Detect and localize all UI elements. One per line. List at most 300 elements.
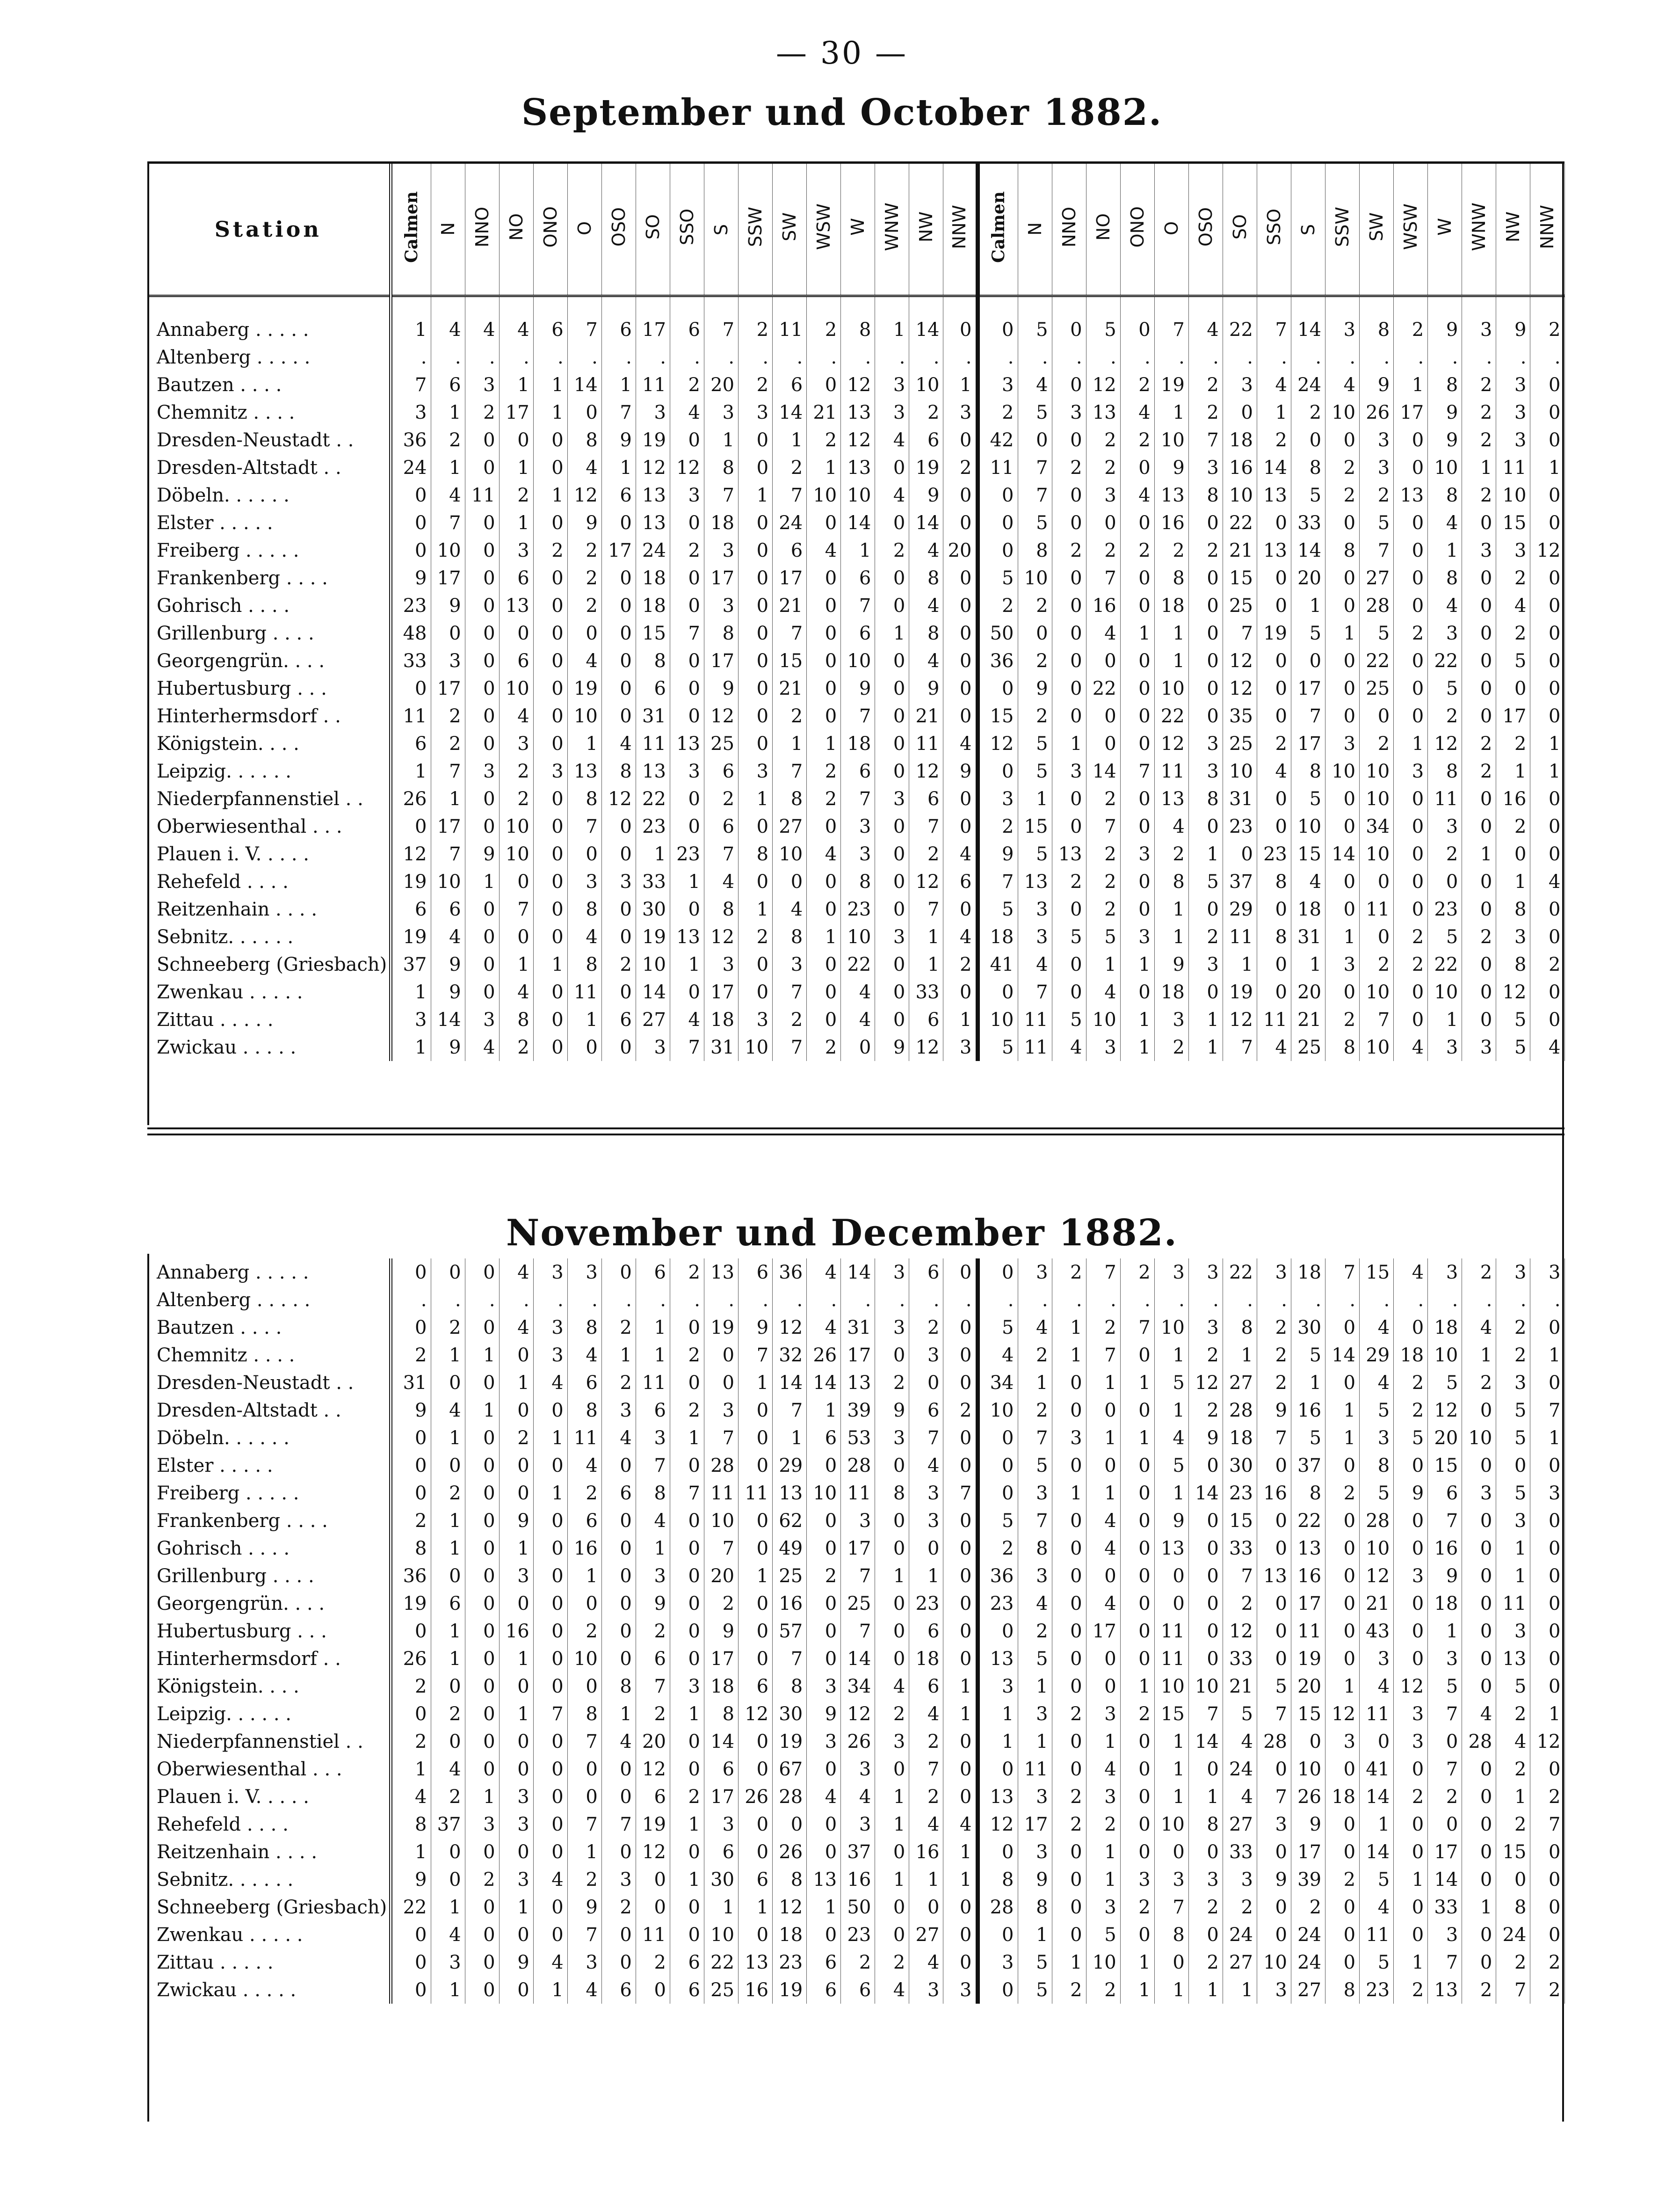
value-cell: 0 — [739, 702, 773, 730]
value-cell: 0 — [1257, 1645, 1291, 1672]
value-cell: 26 — [391, 1645, 431, 1672]
value-cell: 0 — [1052, 1562, 1086, 1590]
value-cell: 2 — [704, 785, 739, 813]
value-cell: 0 — [1052, 371, 1086, 399]
value-cell: 4 — [1018, 371, 1052, 399]
value-cell: 8 — [1223, 1314, 1257, 1341]
value-cell: 8 — [1428, 564, 1462, 592]
value-cell: 1 — [1086, 951, 1120, 978]
value-cell: 19 — [1154, 371, 1188, 399]
value-cell: 0 — [1462, 1590, 1496, 1617]
value-cell: 12 — [636, 1755, 670, 1783]
value-cell: 0 — [431, 1369, 465, 1396]
value-cell: 3 — [1018, 1700, 1052, 1728]
value-cell: 0 — [431, 1728, 465, 1755]
value-cell: 14 — [773, 399, 807, 426]
value-cell: 8 — [1188, 1810, 1223, 1838]
value-cell: 2 — [978, 592, 1018, 619]
table-row — [147, 1341, 1564, 1369]
value-cell: 16 — [909, 1838, 943, 1866]
value-cell: 7 — [704, 1424, 739, 1452]
value-cell: 3 — [1052, 1424, 1086, 1452]
value-cell: 0 — [943, 1369, 978, 1396]
value-cell: 0 — [1257, 1921, 1291, 1948]
value-cell: 2 — [1360, 730, 1394, 757]
value-cell: 37 — [431, 1810, 465, 1838]
value-cell: . — [739, 1286, 773, 1314]
value-cell: 1 — [773, 1424, 807, 1452]
value-cell: 0 — [807, 1810, 841, 1838]
value-cell: 3 — [1428, 1258, 1462, 1286]
value-cell: 33 — [1223, 1645, 1257, 1672]
value-cell: . — [1291, 343, 1325, 371]
value-cell: 6 — [431, 371, 465, 399]
value-cell: 1 — [431, 785, 465, 813]
value-cell: 7 — [1018, 1507, 1052, 1534]
value-cell: 2 — [1086, 785, 1120, 813]
value-cell: 1 — [1154, 1479, 1188, 1507]
value-cell: 5 — [1291, 1424, 1325, 1452]
value-cell: 18 — [704, 1006, 739, 1033]
value-cell: 11 — [636, 730, 670, 757]
value-cell: 0 — [1325, 1645, 1360, 1672]
value-cell: 3 — [739, 757, 773, 785]
value-cell: 2 — [499, 1424, 533, 1452]
value-cell: 2 — [1120, 1893, 1154, 1921]
value-cell: 13 — [670, 923, 704, 951]
value-cell: 5 — [1052, 1006, 1086, 1033]
value-cell: 12 — [1428, 730, 1462, 757]
value-cell: 10 — [1154, 426, 1188, 454]
value-cell: 12 — [1530, 1728, 1564, 1755]
station-name: Gohrisch . . . . — [157, 1537, 290, 1559]
value-cell: 18 — [636, 564, 670, 592]
value-cell: 11 — [636, 1921, 670, 1948]
value-cell: . — [1018, 1286, 1052, 1314]
value-cell: 7 — [636, 1452, 670, 1479]
value-cell: 0 — [1257, 1755, 1291, 1783]
value-cell: 11 — [567, 1424, 601, 1452]
value-cell: 13 — [841, 454, 875, 481]
value-cell: 23 — [1360, 1976, 1394, 2004]
value-cell: 4 — [431, 1396, 465, 1424]
value-cell: 21 — [909, 702, 943, 730]
value-cell: 12 — [636, 1838, 670, 1866]
value-cell: 0 — [1462, 1948, 1496, 1976]
value-cell: 3 — [391, 1006, 431, 1033]
value-cell: 0 — [943, 296, 978, 344]
value-cell: 7 — [431, 840, 465, 868]
value-cell: 0 — [1018, 619, 1052, 647]
value-cell: 0 — [601, 1507, 636, 1534]
value-cell: 2 — [875, 1369, 909, 1396]
direction-header: SO — [1223, 164, 1257, 296]
value-cell: 0 — [465, 895, 499, 923]
value-cell: 8 — [909, 564, 943, 592]
value-cell: 15 — [1496, 1838, 1530, 1866]
value-cell: 9 — [1496, 296, 1530, 344]
value-cell: 32 — [773, 1341, 807, 1369]
value-cell: 0 — [1120, 675, 1154, 702]
value-cell: 0 — [533, 1921, 567, 1948]
value-cell: 0 — [978, 509, 1018, 537]
value-cell: 0 — [1120, 785, 1154, 813]
value-cell: 13 — [704, 1258, 739, 1286]
value-cell: 0 — [978, 537, 1018, 564]
value-cell: 0 — [465, 619, 499, 647]
value-cell: 7 — [1257, 1783, 1291, 1810]
value-cell: 0 — [875, 1341, 909, 1369]
value-cell: 1 — [1462, 1341, 1496, 1369]
value-cell: 3 — [465, 1006, 499, 1033]
value-cell: 9 — [943, 757, 978, 785]
value-cell: 8 — [567, 1700, 601, 1728]
value-cell: 0 — [875, 868, 909, 895]
value-cell: 7 — [601, 399, 636, 426]
value-cell: 2 — [1496, 813, 1530, 840]
value-cell: 0 — [1052, 1590, 1086, 1617]
value-cell: 0 — [465, 1507, 499, 1534]
value-cell: 3 — [1530, 1479, 1564, 1507]
direction-header: ONO — [533, 164, 567, 296]
value-cell: 0 — [1052, 1728, 1086, 1755]
value-cell: . — [1394, 343, 1428, 371]
value-cell: 0 — [1120, 1590, 1154, 1617]
direction-header: NNO — [465, 164, 499, 296]
value-cell: 6 — [739, 1672, 773, 1700]
table-nov-dec — [147, 1258, 1565, 2004]
value-cell: 22 — [1291, 1507, 1325, 1534]
value-cell: 28 — [978, 1893, 1018, 1921]
value-cell: . — [1018, 343, 1052, 371]
value-cell: 8 — [1428, 757, 1462, 785]
value-cell: 2 — [1325, 481, 1360, 509]
value-cell: 0 — [1257, 702, 1291, 730]
value-cell: 2 — [1086, 1314, 1120, 1341]
value-cell: 0 — [1188, 1617, 1223, 1645]
value-cell: 3 — [704, 592, 739, 619]
value-cell: 0 — [465, 1562, 499, 1590]
value-cell: 2 — [567, 592, 601, 619]
value-cell: 3 — [875, 1258, 909, 1286]
value-cell: 0 — [807, 895, 841, 923]
value-cell: 4 — [1086, 978, 1120, 1006]
station-name: Dresden-Altstadt . . — [157, 1399, 341, 1421]
value-cell: 11 — [636, 1369, 670, 1396]
value-cell: 25 — [1223, 730, 1257, 757]
value-cell: 0 — [1052, 1866, 1086, 1893]
value-cell: 3 — [1428, 619, 1462, 647]
value-cell: 3 — [1496, 371, 1530, 399]
value-cell: 4 — [499, 702, 533, 730]
station-name: Sebnitz. . . . . . — [157, 926, 294, 948]
value-cell: 14 — [1188, 1728, 1223, 1755]
value-cell: 4 — [601, 730, 636, 757]
value-cell: 23 — [1257, 840, 1291, 868]
value-cell: 0 — [1530, 923, 1564, 951]
value-cell: 9 — [704, 675, 739, 702]
value-cell: 8 — [1154, 868, 1188, 895]
value-cell: 1 — [391, 1838, 431, 1866]
station-name: Elster . . . . . — [157, 1454, 273, 1476]
value-cell: 3 — [1257, 1258, 1291, 1286]
value-cell: 10 — [909, 371, 943, 399]
direction-header: NNW — [943, 164, 978, 296]
value-cell: . — [875, 1286, 909, 1314]
value-cell: 6 — [739, 1258, 773, 1286]
value-cell: 8 — [875, 1479, 909, 1507]
value-cell: 0 — [1257, 1534, 1291, 1562]
value-cell: 2 — [1188, 1948, 1223, 1976]
value-cell: 0 — [943, 1728, 978, 1755]
value-cell: 0 — [1325, 1838, 1360, 1866]
value-cell: 2 — [391, 1728, 431, 1755]
value-cell: 3 — [1394, 757, 1428, 785]
value-cell: 0 — [465, 537, 499, 564]
value-cell: 0 — [1052, 1755, 1086, 1783]
value-cell: 0 — [1052, 951, 1086, 978]
value-cell: 3 — [875, 371, 909, 399]
value-cell: 7 — [636, 1672, 670, 1700]
value-cell: 33 — [1223, 1838, 1257, 1866]
station-name: Niederpfannenstiel . . — [157, 788, 363, 810]
value-cell: 4 — [841, 1783, 875, 1810]
value-cell: 14 — [1257, 454, 1291, 481]
value-cell: 1 — [841, 537, 875, 564]
value-cell: 22 — [636, 785, 670, 813]
value-cell: 0 — [978, 1755, 1018, 1783]
value-cell: 1 — [1496, 868, 1530, 895]
value-cell: 0 — [499, 1396, 533, 1424]
value-cell: 7 — [1428, 1948, 1462, 1976]
value-cell: 2 — [1530, 1948, 1564, 1976]
table-row — [147, 647, 1564, 675]
value-cell: 0 — [670, 1645, 704, 1672]
value-cell: 0 — [1188, 813, 1223, 840]
value-cell: 0 — [1052, 1645, 1086, 1672]
value-cell: 4 — [773, 895, 807, 923]
value-cell: 3 — [841, 1755, 875, 1783]
station-name: Grillenburg . . . . — [157, 622, 314, 644]
value-cell: 0 — [1120, 1562, 1154, 1590]
value-cell: 3 — [841, 1507, 875, 1534]
station-name: Rehefeld . . . . — [157, 1813, 289, 1835]
value-cell: 18 — [773, 1921, 807, 1948]
value-cell: 1 — [1154, 923, 1188, 951]
value-cell: 1 — [670, 951, 704, 978]
value-cell: 1 — [431, 399, 465, 426]
station-name: Frankenberg . . . . — [157, 1510, 328, 1532]
station-name: Georgengrün. . . . — [157, 650, 325, 672]
value-cell: 7 — [1086, 813, 1120, 840]
value-cell: 7 — [1223, 619, 1257, 647]
direction-header: WNW — [1462, 164, 1496, 296]
value-cell: 0 — [391, 675, 431, 702]
value-cell: 7 — [1257, 1424, 1291, 1452]
value-cell: 10 — [1428, 454, 1462, 481]
value-cell: 2 — [1496, 564, 1530, 592]
value-cell: 7 — [670, 1479, 704, 1507]
value-cell: 1 — [1086, 1728, 1120, 1755]
value-cell: 19 — [773, 1728, 807, 1755]
value-cell: 24 — [1291, 1921, 1325, 1948]
value-cell: 0 — [875, 978, 909, 1006]
value-cell: 1 — [1120, 1948, 1154, 1976]
value-cell: 10 — [1223, 757, 1257, 785]
value-cell: 1 — [670, 1424, 704, 1452]
value-cell: 0 — [739, 868, 773, 895]
value-cell: 0 — [875, 1755, 909, 1783]
table-row — [147, 1645, 1564, 1672]
table-row — [147, 1976, 1564, 2004]
value-cell: 26 — [773, 1838, 807, 1866]
value-cell: 0 — [978, 481, 1018, 509]
value-cell: 3 — [533, 757, 567, 785]
value-cell: 11 — [1496, 454, 1530, 481]
value-cell: 3 — [943, 1033, 978, 1061]
value-cell: 8 — [1257, 923, 1291, 951]
value-cell: 3 — [601, 1866, 636, 1893]
value-cell: 2 — [943, 454, 978, 481]
value-cell: 3 — [1360, 454, 1394, 481]
value-cell: 0 — [739, 1810, 773, 1838]
value-cell: 11 — [1360, 895, 1394, 923]
station-name: Reitzenhain . . . . — [157, 898, 318, 920]
value-cell: 0 — [1530, 647, 1564, 675]
value-cell: 3 — [1018, 923, 1052, 951]
value-cell: 3 — [1428, 1033, 1462, 1061]
value-cell: 0 — [875, 1452, 909, 1479]
value-cell: 2 — [1462, 730, 1496, 757]
value-cell: 3 — [1188, 951, 1223, 978]
value-cell: 22 — [1223, 509, 1257, 537]
value-cell: 1 — [465, 1783, 499, 1810]
value-cell: 2 — [1394, 1396, 1428, 1424]
value-cell: 15 — [773, 647, 807, 675]
value-cell: 0 — [1154, 1838, 1188, 1866]
value-cell: 0 — [1086, 647, 1120, 675]
value-cell: 0 — [1394, 1755, 1428, 1783]
value-cell: 3 — [978, 371, 1018, 399]
value-cell: 0 — [943, 1314, 978, 1341]
value-cell: 0 — [601, 1562, 636, 1590]
value-cell: 7 — [1360, 1006, 1394, 1033]
value-cell: 4 — [875, 481, 909, 509]
value-cell: 0 — [1462, 978, 1496, 1006]
value-cell: 1 — [567, 1562, 601, 1590]
value-cell: 3 — [1188, 757, 1223, 785]
value-cell: 2 — [533, 537, 567, 564]
value-cell: 16 — [1291, 1396, 1325, 1424]
value-cell: 1 — [670, 1866, 704, 1893]
value-cell: 11 — [1018, 1755, 1052, 1783]
value-cell: 0 — [499, 868, 533, 895]
value-cell: 3 — [567, 868, 601, 895]
value-cell: 4 — [499, 296, 533, 344]
value-cell: 0 — [1462, 1645, 1496, 1672]
value-cell: 0 — [1188, 509, 1223, 537]
value-cell: 23 — [841, 1921, 875, 1948]
value-cell: 0 — [533, 592, 567, 619]
value-cell: 3 — [1394, 1728, 1428, 1755]
station-name: Zittau . . . . . — [157, 1009, 274, 1031]
value-cell: 0 — [601, 1783, 636, 1810]
value-cell: 7 — [909, 895, 943, 923]
value-cell: 10 — [807, 1479, 841, 1507]
value-cell: 23 — [978, 1590, 1018, 1617]
value-cell: 0 — [533, 978, 567, 1006]
value-cell: 1 — [391, 757, 431, 785]
value-cell: 11 — [1496, 1590, 1530, 1617]
value-cell: 0 — [739, 1590, 773, 1617]
value-cell: 7 — [1086, 1341, 1120, 1369]
value-cell: 3 — [841, 840, 875, 868]
station-name: Frankenberg . . . . — [157, 567, 328, 589]
value-cell: 13 — [1154, 481, 1188, 509]
value-cell: 6 — [567, 1369, 601, 1396]
value-cell: 12 — [1154, 730, 1188, 757]
value-cell: 0 — [601, 1645, 636, 1672]
value-cell: 0 — [1120, 1645, 1154, 1672]
value-cell: 18 — [1291, 895, 1325, 923]
value-cell: 4 — [1530, 1033, 1564, 1061]
value-cell: 13 — [841, 399, 875, 426]
table-row — [147, 868, 1564, 895]
value-cell: 4 — [807, 1783, 841, 1810]
value-cell: 12 — [1223, 675, 1257, 702]
value-cell: 7 — [978, 868, 1018, 895]
table-row — [147, 1728, 1564, 1755]
value-cell: 0 — [978, 296, 1018, 344]
value-cell: 1 — [1154, 1728, 1188, 1755]
value-cell: 2 — [739, 296, 773, 344]
value-cell: 2 — [1428, 702, 1462, 730]
value-cell: 8 — [1018, 1534, 1052, 1562]
value-cell: 1 — [670, 868, 704, 895]
value-cell: 1 — [704, 1893, 739, 1921]
station-name: Hinterhermsdorf . . — [157, 1648, 341, 1670]
value-cell: 4 — [1257, 757, 1291, 785]
value-cell: 10 — [1086, 1948, 1120, 1976]
value-cell: 2 — [670, 371, 704, 399]
value-cell: 12 — [909, 868, 943, 895]
value-cell: 0 — [533, 509, 567, 537]
value-cell: 7 — [841, 592, 875, 619]
value-cell: 4 — [533, 1866, 567, 1893]
value-cell: 0 — [1257, 1893, 1291, 1921]
value-cell: 0 — [1086, 1396, 1120, 1424]
station-name: Oberwiesenthal . . . — [157, 815, 342, 837]
value-cell: 0 — [567, 1672, 601, 1700]
value-cell: 26 — [1291, 1783, 1325, 1810]
value-cell: 0 — [1325, 1893, 1360, 1921]
value-cell: 7 — [567, 1921, 601, 1948]
value-cell: 0 — [1120, 564, 1154, 592]
value-cell: 11 — [1360, 1700, 1394, 1728]
direction-header: N — [1018, 164, 1052, 296]
value-cell: 10 — [1496, 481, 1530, 509]
value-cell: 4 — [636, 1507, 670, 1534]
value-cell: 4 — [465, 296, 499, 344]
value-cell: 9 — [807, 1700, 841, 1728]
value-cell: 3 — [1428, 813, 1462, 840]
value-cell: 22 — [1428, 647, 1462, 675]
value-cell: 0 — [807, 371, 841, 399]
value-cell: 2 — [909, 1783, 943, 1810]
value-cell: 22 — [841, 951, 875, 978]
table-row — [147, 1866, 1564, 1893]
value-cell: 8 — [567, 426, 601, 454]
